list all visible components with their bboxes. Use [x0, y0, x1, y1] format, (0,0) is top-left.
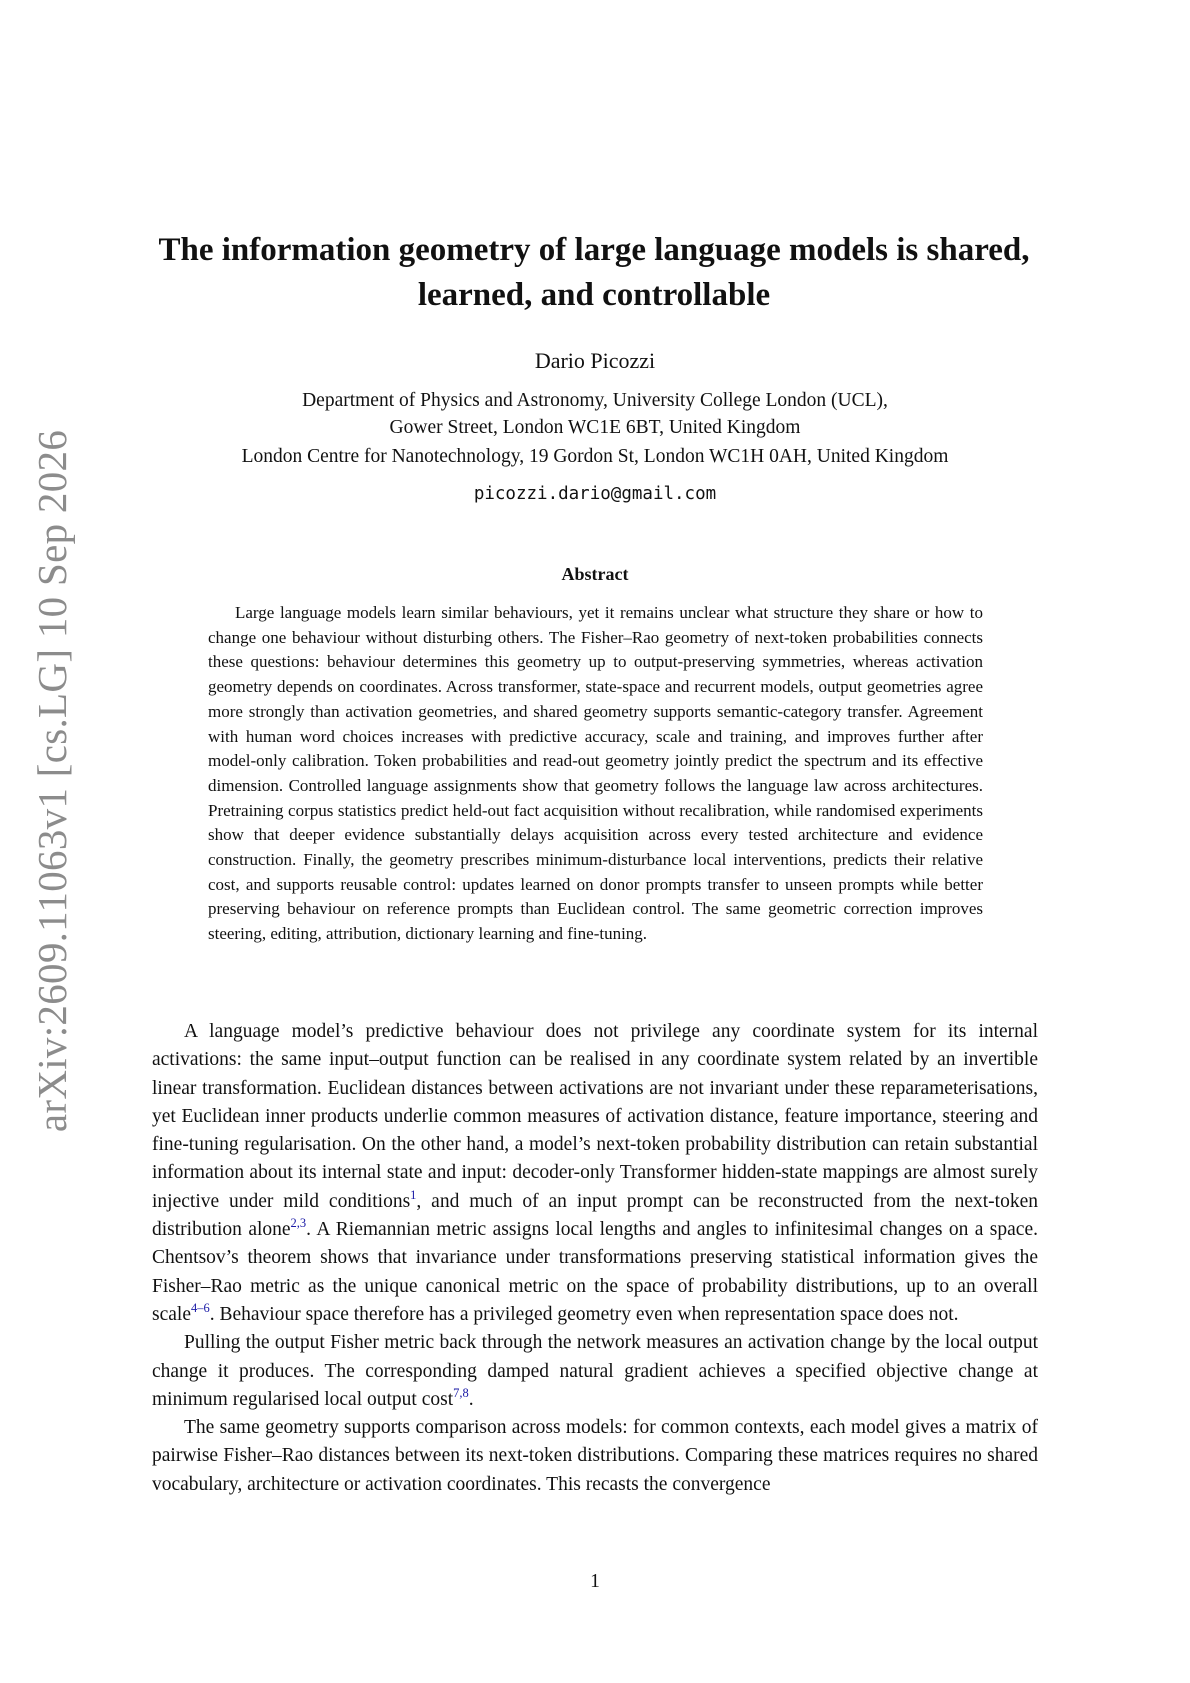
- citation-link[interactable]: 7,8: [453, 1385, 469, 1400]
- body-paragraph-1: A language model’s predictive behaviour does not privilege any coordinate system for its internal activations: the same input–output function can be realised in any coordinate system related by an invertible linear transformation. Euclidean distances between activations are not invariant under these reparameterisations, yet Euclidean inner products underlie common measures of activation distance, feature importance, steering and fine-tuning regularisation. On the other hand, a model’s next-token probability distribution can retain substantial information about its internal state and input: decoder-only Transformer hidden-state mappings are almost surely injective under mild conditions$^1$, and much of an input prompt can be reconstructed from the next-token distribution alone$^{2,3}$. A Riemannian metric assigns local lengths and angles to infinitesimal changes on a space. Chentsov’s theorem shows that invariance under transformations preserving statistical information gives the Fisher–Rao metric as the unique canonical metric on the space of probability distributions, up to an overall scale$^{4-6}$. Behaviour space therefore has a privileged geometry even when representation space does not.: [152, 1021, 1038, 1325]
- affiliation-line-3: London Centre for Nanotechnology, 19 Gordon St, London WC1H 0AH, United Kingdom: [241, 446, 949, 467]
- citation-link[interactable]: 4–6: [190, 1300, 210, 1315]
- arxiv-identifier-stamp: arXiv:2609.11063v1 [cs.LG] 10 Sep 2026: [29, 429, 75, 1133]
- author-name: Dario Picozzi: [534, 348, 656, 373]
- paper-title: The information geometry of large language models is shared, learned, and controllable: [158, 232, 1030, 313]
- body-paragraph-2: Pulling the output Fisher metric back through the network measures an activation change by the local output change it produces. The corresponding damped natural gradient achieves a specified objective change at minimum regularised local output cost$^{7,8}$.: [152, 1332, 1038, 1410]
- page-number: 1: [590, 1571, 600, 1592]
- author-email: picozzi.dario@gmail.com: [473, 484, 717, 504]
- affiliation-line-2: Gower Street, London WC1E 6BT, United Kingdom: [389, 417, 801, 438]
- citation-link[interactable]: 1: [410, 1187, 417, 1202]
- abstract-text: Large language models learn similar behaviours, yet it remains unclear what structure they share or how to change one behaviour without disturbing others. The Fisher–Rao geometry of next-token probabilities connects these questions: behaviour determines this geometry up to output-preserving symmetries, whereas activation geometry depends on coordinates. Across transformer, state-space and recurrent models, output geometries agree more strongly than activation geometries, and shared geometry supports semantic-category transfer. Agreement with human word choices increases with predictive accuracy, scale and training, and improves further after model-only calibration. Token probabilities and read-out geometry jointly predict the spectrum and its effective dimension. Controlled language assignments show that geometry follows the language law across architectures. Pretraining corpus statistics predict held-out fact acquisition without recalibration, while randomised experiments show that deeper evidence substantially delays acquisition across every tested architecture and evidence construction. Finally, the geometry prescribes minimum-disturbance local interventions, predicts their relative cost, and supports reusable control: updates learned on donor prompts transfer to unseen prompts while better preserving behaviour on reference prompts than Euclidean control. The same geometric correction improves steering, editing, attribution, dictionary learning and fine-tuning.: [208, 603, 983, 944]
- affiliation-line-1: Department of Physics and Astronomy, University College London (UCL),: [302, 390, 888, 411]
- body-paragraph-3: The same geometry supports comparison across models: for common contexts, each model gives a matrix of pairwise Fisher–Rao distances between its next-token distributions. Comparing these matrices requires no shared vocabulary, architecture or activation coordinates. This recasts the convergence: [152, 1417, 1038, 1495]
- abstract-heading: Abstract: [561, 564, 629, 584]
- main-body: [152, 1018, 1038, 1499]
- citation-link[interactable]: 2,3: [290, 1216, 307, 1231]
